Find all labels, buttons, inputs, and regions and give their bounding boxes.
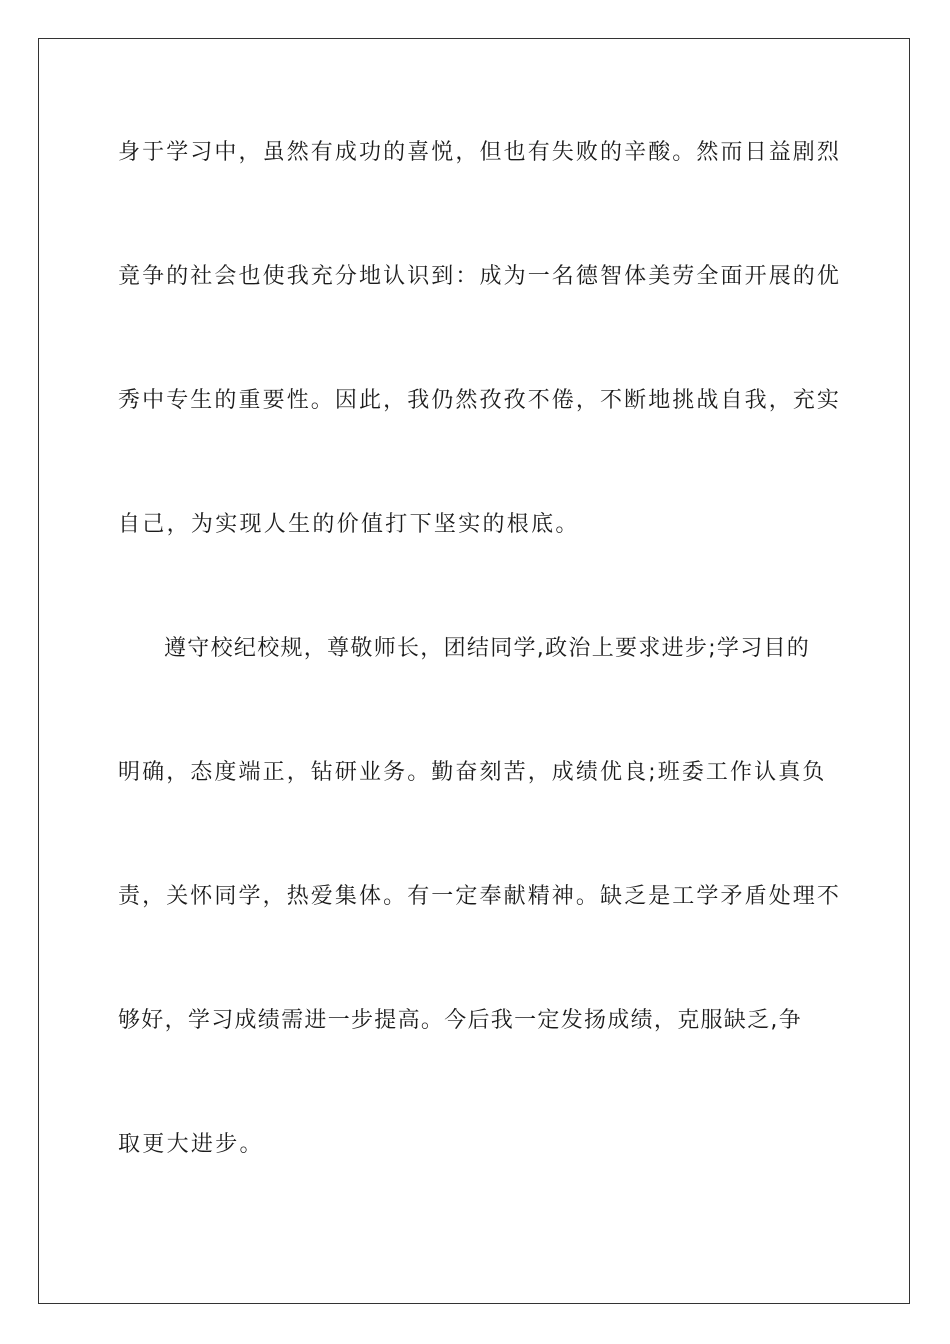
text-line: 责，关怀同学，热爱集体。有一定奉献精神。缺乏是工学矛盾处理不: [118, 884, 842, 909]
page-border: [38, 38, 910, 1304]
text-line: 够好，学习成绩需进一步提高。今后我一定发扬成绩，克服缺乏,争: [118, 1008, 802, 1033]
text-line: 自己，为实现人生的价值打下坚实的根底。: [118, 512, 580, 537]
text-line: 取更大进步。: [118, 1132, 264, 1157]
text-line: 竟争的社会也使我充分地认识到：成为一名德智体美劳全面开展的优: [118, 264, 842, 289]
text-line: 身于学习中，虽然有成功的喜悦，但也有失败的辛酸。然而日益剧烈: [118, 140, 842, 165]
text-line: 秀中专生的重要性。因此，我仍然孜孜不倦，不断地挑战自我，充实: [118, 388, 842, 413]
text-line: 明确，态度端正，钻研业务。勤奋刻苦，成绩优良;班委工作认真负: [118, 760, 827, 785]
paragraph-start-line: 遵守校纪校规，尊敬师长，团结同学,政治上要求进步;学习目的: [164, 636, 811, 661]
